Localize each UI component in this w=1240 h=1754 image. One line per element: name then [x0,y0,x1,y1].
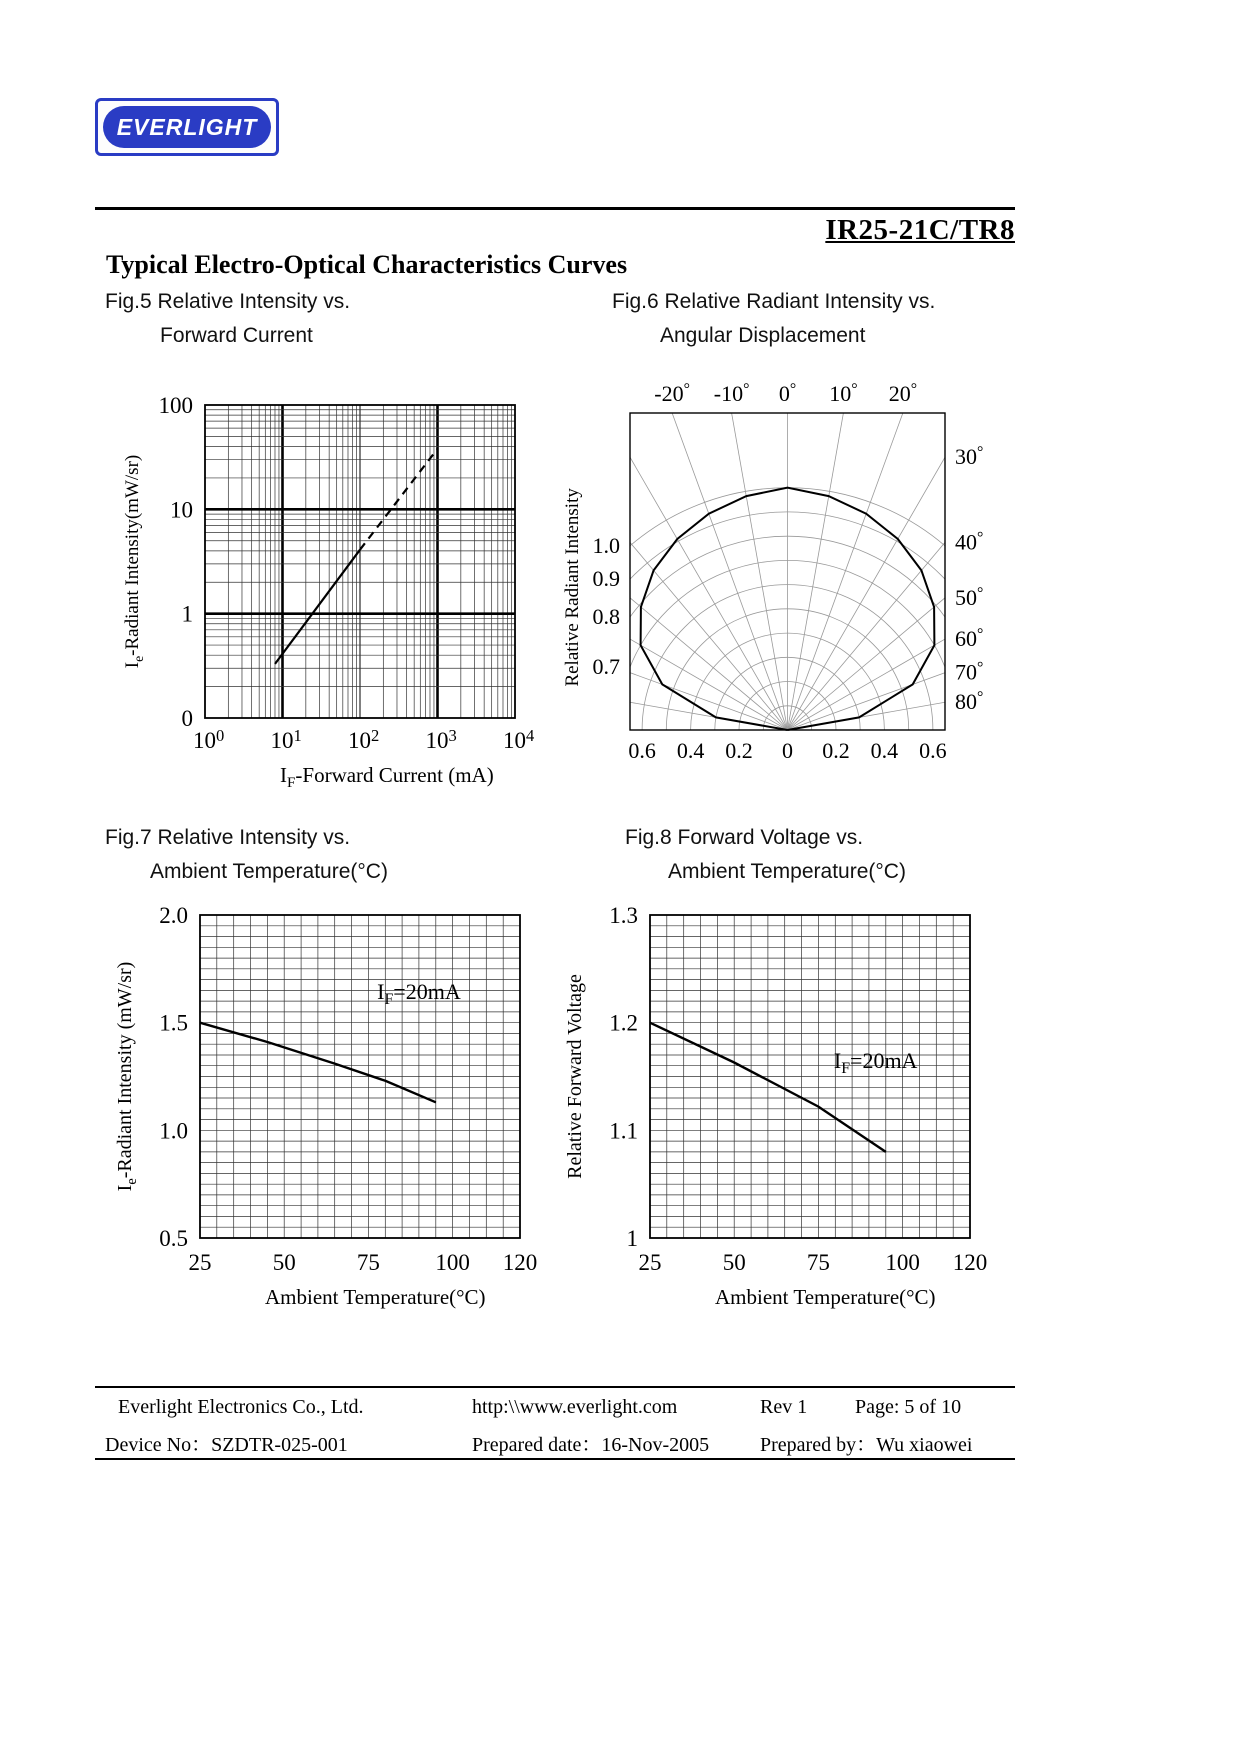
footer-device-no: Device No：SZDTR-025-001 [105,1434,348,1456]
svg-text:0: 0 [782,738,793,763]
svg-text:-10°: -10° [713,381,750,406]
svg-text:25: 25 [638,1250,662,1275]
svg-text:100: 100 [885,1250,920,1275]
footer-page: Page: 5 of 10 [855,1396,962,1418]
svg-text:IF=20mA: $I_F=20mA$ [377,978,461,1008]
svg-text:0: 0 [181,706,193,731]
svg-text:100: $10^0$ [193,726,225,753]
svg-text:-20°: -20° [654,381,690,406]
footer-rev: Rev 1 [760,1396,808,1418]
fig8-chart [545,880,1015,1340]
footer-rule-bottom [95,1458,1015,1460]
svg-text:60°: 60° [955,626,984,652]
fig7-caption-line2: Ambient Temperature(°C) [150,860,388,883]
svg-text:104: $10^4$ [503,726,535,753]
footer-prepared-by: Prepared by：Wu xiaowei [760,1434,973,1456]
svg-text:30°: 30° [955,444,984,470]
svg-text:100: 100 [435,1250,470,1275]
header-rule [95,207,1015,210]
fig8-caption-line1: Fig.8 Forward Voltage vs. [625,826,864,849]
svg-text:0.6: 0.6 [628,738,656,763]
everlight-logo-text: EVERLIGHT [116,113,258,140]
svg-text:120: 120 [952,1250,988,1275]
svg-text:0.9: 0.9 [592,566,620,592]
svg-text:101: $10^1$ [270,726,302,753]
svg-text:103: $10^3$ [425,726,457,753]
fig6-caption-line1: Fig.6 Relative Radiant Intensity vs. [612,290,936,313]
svg-text:0.6: 0.6 [919,738,947,763]
part-number: IR25-21C/TR8 [825,214,1015,246]
svg-text:Relative Radiant Intensity: Relative Radiant Intensity [562,488,583,687]
svg-text:0.2: 0.2 [822,738,850,763]
svg-text:1.0: 1.0 [592,532,620,558]
svg-text:75: 75 [806,1250,830,1275]
svg-text:Ambient Temperature(°C): Ambient Temperature(°C) [715,1285,936,1309]
fig5-caption-line2: Forward Current [160,324,313,347]
svg-text:40°: 40° [955,529,984,555]
svg-text:75: 75 [356,1250,380,1275]
svg-text:Ie-Radiant Intensity(mW/sr): $I_e$-Radiant Intensity(mW/sr) [122,454,146,669]
svg-text:1: 1 [181,601,193,627]
svg-text:Ambient Temperature(°C): Ambient Temperature(°C) [265,1285,486,1309]
svg-text:1.5: 1.5 [159,1010,188,1036]
fig6-chart [550,370,1030,810]
svg-text:0.4: 0.4 [676,738,705,763]
svg-text:25: 25 [188,1250,212,1275]
svg-text:120: 120 [502,1250,538,1275]
svg-text:50: 50 [722,1250,746,1275]
svg-text:10: 10 [170,497,193,523]
svg-text:2.0: 2.0 [159,903,188,928]
svg-text:1.3: 1.3 [609,903,638,928]
svg-text:50°: 50° [955,584,984,610]
svg-text:102: $10^2$ [348,726,380,753]
fig8-caption-line2: Ambient Temperature(°C) [668,860,906,883]
fig6-caption-line2: Angular Displacement [660,324,866,347]
svg-text:0.2: 0.2 [725,738,753,763]
svg-text:Relative Forward Voltage: Relative Forward Voltage [564,974,586,1179]
footer-prepared-date: Prepared date：16-Nov-2005 [472,1434,710,1456]
footer-rule-top [95,1386,1015,1388]
footer-company: Everlight Electronics Co., Ltd. [118,1396,364,1418]
everlight-logo-pill [103,106,271,148]
fig7-chart [95,880,565,1340]
svg-text:IF-Forward Current (mA): $I_F$-Forward Current (mA) [280,763,494,791]
svg-text:0.7: 0.7 [592,654,620,680]
svg-text:0.4: 0.4 [870,738,899,763]
svg-text:70°: 70° [955,659,984,685]
svg-text:1.2: 1.2 [609,1010,638,1036]
svg-text:100: 100 [158,393,193,418]
fig5-chart [100,370,560,820]
svg-text:10°: 10° [829,381,858,406]
svg-text:1.0: 1.0 [159,1118,188,1144]
svg-text:20°: 20° [888,381,918,406]
svg-text:0.5: 0.5 [159,1226,188,1251]
svg-text:Ie-Radiant Intensity (mW/sr): $I_e$-Radiant Intensity (mW/sr) [114,961,140,1192]
svg-text:0°: 0° [778,381,797,406]
svg-text:50: 50 [272,1250,296,1275]
fig5-caption-line1: Fig.5 Relative Intensity vs. [105,290,351,313]
svg-text:1: 1 [626,1226,638,1251]
footer-website: http:\\www.everlight.com [472,1396,678,1418]
svg-text:80°: 80° [955,689,984,715]
section-title: Typical Electro-Optical Characteristics Curves [106,250,628,279]
fig7-caption-line1: Fig.7 Relative Intensity vs. [105,826,351,849]
svg-text:IF=20mA: $I_F=20mA$ [833,1047,918,1077]
svg-text:0.8: 0.8 [592,603,620,629]
svg-text:1.1: 1.1 [609,1118,638,1144]
everlight-logo [95,98,279,156]
